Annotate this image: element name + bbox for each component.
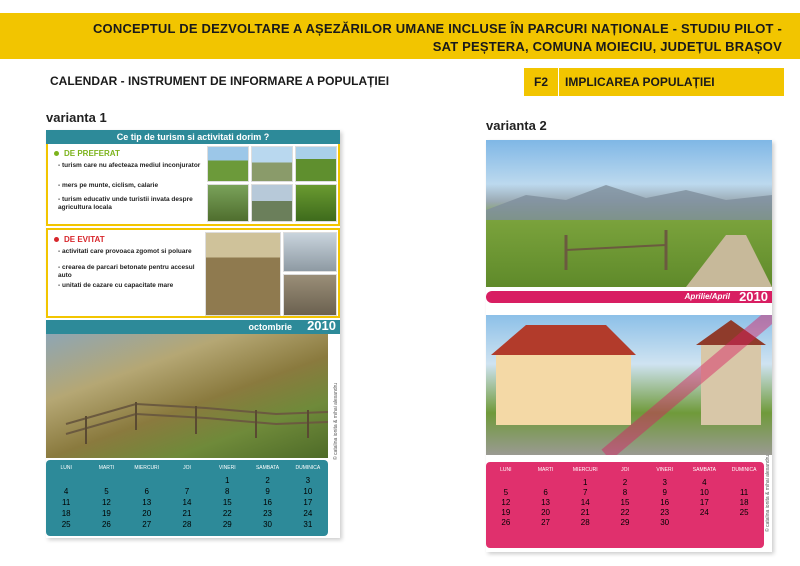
calendar-day bbox=[86, 475, 126, 486]
avoid-section bbox=[46, 228, 340, 318]
weekday-header: VINERI bbox=[218, 465, 236, 471]
calendar-day: 9 bbox=[662, 487, 667, 497]
preferred-heading bbox=[54, 149, 120, 158]
calendar-day: 6 bbox=[543, 487, 548, 497]
calendar-week-row bbox=[46, 497, 328, 508]
preferred-item: - turism educativ unde turistii invata despre agricultura locala bbox=[58, 196, 193, 211]
photo-credit: © catalina ionita & mihai alexandru bbox=[333, 382, 339, 460]
calendar-day: 22 bbox=[620, 507, 630, 517]
calendar-day: 4 bbox=[702, 477, 707, 487]
weekday-header: MIERCURI bbox=[134, 465, 160, 471]
calendar-day: 13 bbox=[142, 498, 152, 507]
calendar-day: 2 bbox=[622, 477, 628, 487]
weekday-header: DUMINICA bbox=[731, 467, 757, 473]
october-calendar-grid bbox=[46, 460, 328, 536]
calendar-day: 18 bbox=[61, 509, 71, 518]
calendar-day: 27 bbox=[142, 520, 152, 529]
calendar-day: 25 bbox=[739, 507, 749, 517]
avoid-item: - unitati de cazare cu capacitate mare bbox=[58, 282, 174, 289]
calendar-day: 24 bbox=[303, 509, 313, 518]
weekday-header: DUMINICA bbox=[295, 465, 321, 471]
calendar-day bbox=[167, 475, 207, 486]
calendar-week-row bbox=[486, 497, 764, 507]
figure-code-badge: F2 bbox=[524, 68, 558, 96]
calendar-day: 16 bbox=[263, 498, 272, 507]
calendar-day bbox=[526, 477, 566, 487]
weekday-header: MARTI bbox=[98, 465, 115, 471]
calendar-day: 28 bbox=[182, 520, 192, 529]
calendar-day: 29 bbox=[222, 520, 232, 529]
figure-title: IMPLICAREA POPULAȚIEI bbox=[559, 68, 784, 96]
calendar-day: 24 bbox=[699, 507, 709, 517]
calendar-week-row bbox=[486, 507, 764, 517]
weekday-header: JOI bbox=[621, 467, 629, 473]
avoid-item: - activitati care provoaca zgomot si poluare bbox=[58, 248, 192, 255]
calendar-day: 8 bbox=[225, 487, 230, 496]
calendar-day bbox=[46, 475, 86, 486]
calendar-week-row bbox=[46, 508, 328, 519]
avoid-heading bbox=[54, 235, 105, 244]
month-name: Aprilie/April bbox=[684, 292, 730, 301]
calendar-day: 30 bbox=[660, 517, 670, 527]
calendar-day: 7 bbox=[583, 487, 588, 497]
avoid-item: - crearea de parcari betonate pentru accesul auto bbox=[58, 264, 195, 279]
red-bullet-icon bbox=[54, 237, 59, 242]
calendar-day: 5 bbox=[104, 487, 109, 496]
month-banner bbox=[486, 291, 772, 303]
calendar-week-row bbox=[46, 475, 328, 486]
calendar-day: 23 bbox=[660, 507, 670, 517]
calendar-day: 12 bbox=[101, 498, 111, 507]
calendar-day bbox=[127, 475, 167, 486]
calendar-day bbox=[724, 517, 764, 527]
calendar-day: 22 bbox=[222, 509, 232, 518]
calendar-day: 10 bbox=[699, 487, 709, 497]
horses-grazing-photo bbox=[207, 184, 249, 222]
weekday-header: SAMBATA bbox=[255, 465, 280, 471]
calendar-day: 16 bbox=[660, 497, 670, 507]
calendar-day: 1 bbox=[583, 477, 588, 487]
document-header bbox=[0, 13, 800, 59]
calendar-day: 23 bbox=[263, 509, 272, 518]
avoid-heading-text: DE EVITAT bbox=[64, 235, 105, 244]
calendar-day: 4 bbox=[63, 487, 69, 496]
calendar-day: 11 bbox=[61, 498, 71, 507]
horse-riding-photo bbox=[295, 146, 337, 182]
calendar-day bbox=[486, 477, 526, 487]
calendar-day: 21 bbox=[182, 509, 192, 518]
weekday-header: LUNI bbox=[500, 467, 512, 473]
calendar-day: 26 bbox=[501, 517, 511, 527]
calendar-week-row bbox=[486, 477, 764, 487]
calendar-day: 7 bbox=[184, 487, 190, 496]
mountain-meadow-photo bbox=[486, 140, 772, 287]
preferred-heading-text: DE PREFERAT bbox=[64, 149, 120, 158]
hikers-photo bbox=[207, 146, 249, 182]
calendar-day: 28 bbox=[580, 517, 590, 527]
question-banner: Ce tip de turism si activitati dorim ? bbox=[46, 130, 340, 144]
calendar-day: 18 bbox=[739, 497, 749, 507]
calendar-day bbox=[724, 477, 764, 487]
autumn-landscape-photo bbox=[46, 334, 328, 458]
april-calendar-grid bbox=[486, 462, 764, 548]
buildings-photo bbox=[486, 315, 772, 455]
calendar-subtitle: CALENDAR - INSTRUMENT DE INFORMARE A POPULAȚIEI bbox=[50, 74, 390, 88]
calendar-day: 26 bbox=[101, 520, 111, 529]
weekday-header: MARTI bbox=[537, 467, 554, 473]
calendar-day: 31 bbox=[303, 520, 313, 529]
calendar-day: 25 bbox=[61, 520, 71, 529]
variant-1-calendar bbox=[46, 130, 340, 538]
calendar-day: 1 bbox=[225, 476, 230, 485]
month-banner bbox=[46, 320, 340, 334]
variant-2-calendar bbox=[486, 140, 772, 552]
calendar-day: 17 bbox=[303, 498, 313, 507]
header-title-line-2: SAT PEȘTERA, COMUNA MOIECIU, JUDEȚUL BRAȘOV bbox=[432, 39, 782, 54]
cyclist-photo bbox=[251, 146, 293, 182]
preferred-section bbox=[46, 144, 340, 226]
calendar-day: 3 bbox=[662, 477, 667, 487]
calendar-week-row bbox=[486, 487, 764, 497]
calendar-day: 6 bbox=[144, 487, 149, 496]
header-title-line-1: CONCEPTUL DE DEZVOLTARE A AȘEZĂRILOR UMANE INCLUSE ÎN PARCURI NAȚIONALE - STUDIU PILOT - bbox=[92, 21, 782, 36]
parking-lot-photo bbox=[283, 232, 337, 272]
calendar-day: 15 bbox=[620, 497, 630, 507]
calendar-day: 3 bbox=[305, 476, 311, 485]
calendar-week-row bbox=[46, 486, 328, 497]
weekday-header: JOI bbox=[183, 465, 191, 471]
calendar-day: 11 bbox=[739, 487, 749, 497]
mountain-view-photo bbox=[251, 184, 293, 222]
calendar-day: 14 bbox=[182, 498, 192, 507]
preferred-item: - turism care nu afecteaza mediul inconjurator bbox=[58, 162, 201, 169]
mountain-silhouette-illustration bbox=[486, 140, 772, 287]
calendar-day: 10 bbox=[303, 487, 313, 496]
year: 2010 bbox=[739, 289, 768, 304]
calendar-day: 8 bbox=[622, 487, 628, 497]
goat-photo bbox=[283, 274, 337, 316]
calendar-day: 2 bbox=[265, 476, 270, 485]
calendar-day: 13 bbox=[541, 497, 550, 507]
weekday-header: MIERCURI bbox=[572, 467, 598, 473]
calendar-day: 29 bbox=[620, 517, 630, 527]
calendar-day: 14 bbox=[580, 497, 590, 507]
buildings-illustration bbox=[486, 315, 772, 455]
month-name: octombrie bbox=[248, 322, 292, 332]
year: 2010 bbox=[307, 318, 336, 333]
variant-2-label: varianta 2 bbox=[486, 118, 547, 133]
calendar-week-row bbox=[486, 517, 764, 527]
calendar-day: 21 bbox=[580, 507, 590, 517]
calendar-day: 20 bbox=[142, 509, 152, 518]
preferred-item: - mers pe munte, ciclism, calarie bbox=[58, 182, 159, 189]
calendar-day: 15 bbox=[222, 498, 232, 507]
wooden-fence-illustration bbox=[46, 334, 328, 458]
green-bullet-icon bbox=[54, 151, 59, 156]
calendar-day: 20 bbox=[541, 507, 550, 517]
weekday-header: LUNI bbox=[60, 465, 72, 471]
calendar-day: 9 bbox=[265, 487, 270, 496]
calendar-day: 30 bbox=[263, 520, 272, 529]
calendar-week-row bbox=[46, 519, 328, 530]
atv-photo bbox=[205, 232, 281, 316]
weekday-header: VINERI bbox=[656, 467, 673, 473]
calendar-day: 17 bbox=[699, 497, 709, 507]
sheep-photo bbox=[295, 184, 337, 222]
calendar-day: 27 bbox=[541, 517, 550, 527]
calendar-day bbox=[685, 517, 725, 527]
calendar-day: 19 bbox=[501, 507, 511, 517]
calendar-day: 19 bbox=[101, 509, 111, 518]
calendar-day: 5 bbox=[503, 487, 509, 497]
weekday-header: SAMBATA bbox=[692, 467, 716, 473]
calendar-day: 12 bbox=[501, 497, 511, 507]
photo-credit: © catalina ionita & mihai alexandru bbox=[765, 454, 771, 532]
variant-1-label: varianta 1 bbox=[46, 110, 107, 125]
